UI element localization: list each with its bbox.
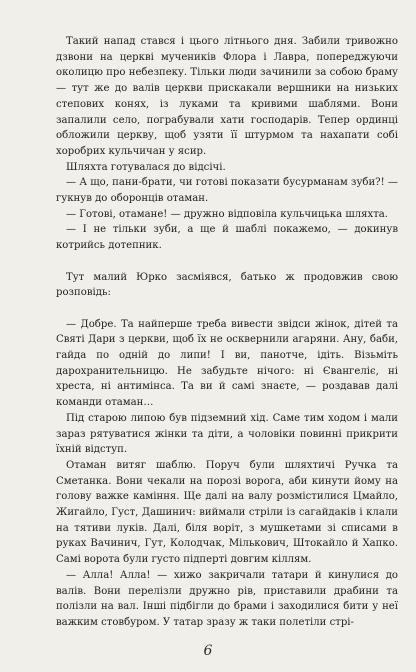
paragraph: Шляхта готувалася до відсічі.	[66, 161, 226, 173]
paragraph: — Готові, отамане! — дружно відповіла кульчицька шляхта.	[66, 208, 389, 220]
paragraph: Такий напад стався і цього літнього дня. Забили тривожно дзвони на церкві мучеників Флора і Лавра, попереджуючи околицю про небезпеку. Тільки люди зачинили за собою браму — тут же до валів церкви прискакали вершники на низьких степових конях, із луками та кривими шаблями. Вони запалили село, пограбували хати господарів. Тепер ординці обложили церкву, щоб узяти її штурмом та нахапати собі хоробрих кульчичан у ясир.	[56, 36, 398, 157]
paragraph: Під старою липою був підземний хід. Саме тим ходом і мали зараз рятуватися жінки та діти, а чоловіки повинні прикрити їхній відступ.	[56, 412, 398, 456]
paragraph: Отаман витяг шаблю. Поруч були шляхтичі Ручка та Сметанка. Вони чекали на порозі ворога, аби кинути йому на голову важке каміння. Ще далі на валу розмістилися Цмайло, Жигайло, Густ, Дашинич: виймали стріли із сагайдаків і клали на тятиви луків. Далі, біля воріт, з мушкетами зі списами в руках Вачинич, Гут, Колодчак, Мількович, Штокайло й Хапко. Самі ворота були густо підперті довгим кіллям.	[56, 459, 398, 566]
book-page-text	[56, 34, 398, 631]
paragraph: Тут малий Юрко засміявся, батько ж продовжив свою розповідь:	[56, 271, 398, 299]
paragraph: — А що, пани-брати, чи готові показати бусурманам зуби?! — гукнув до оборонців отаман.	[56, 177, 398, 205]
paragraph: — Алла! Алла! — хижо закричали татари й кинулися до валів. Вони перелізли дружно рів, приставили драбини та полізли на вал. Інші підбігли до брами і заходилися бити у неї важким стовбуром. У татар зразу ж таки полетіли стрі-	[56, 569, 398, 628]
paragraph: — Добре. Та найперше треба вивести звідси жінок, дітей та Святі Дари з церкви, щоб їх не осквернили агаряни. Ану, баби, гайда по одній до липи! І ви, панотче, ідіть. Візьміть дарохранительницю. Не забудьте нічого: ні Євангеліє, ні хреста, ні антимінса. Та ви й самі знаєте, — роздавав далі команди отаман…	[56, 318, 398, 409]
paragraph: — І не тільки зуби, а ще й шаблі покажемо, — докинув котрийсь дотепник.	[56, 224, 398, 252]
page-number: 6	[203, 643, 213, 659]
